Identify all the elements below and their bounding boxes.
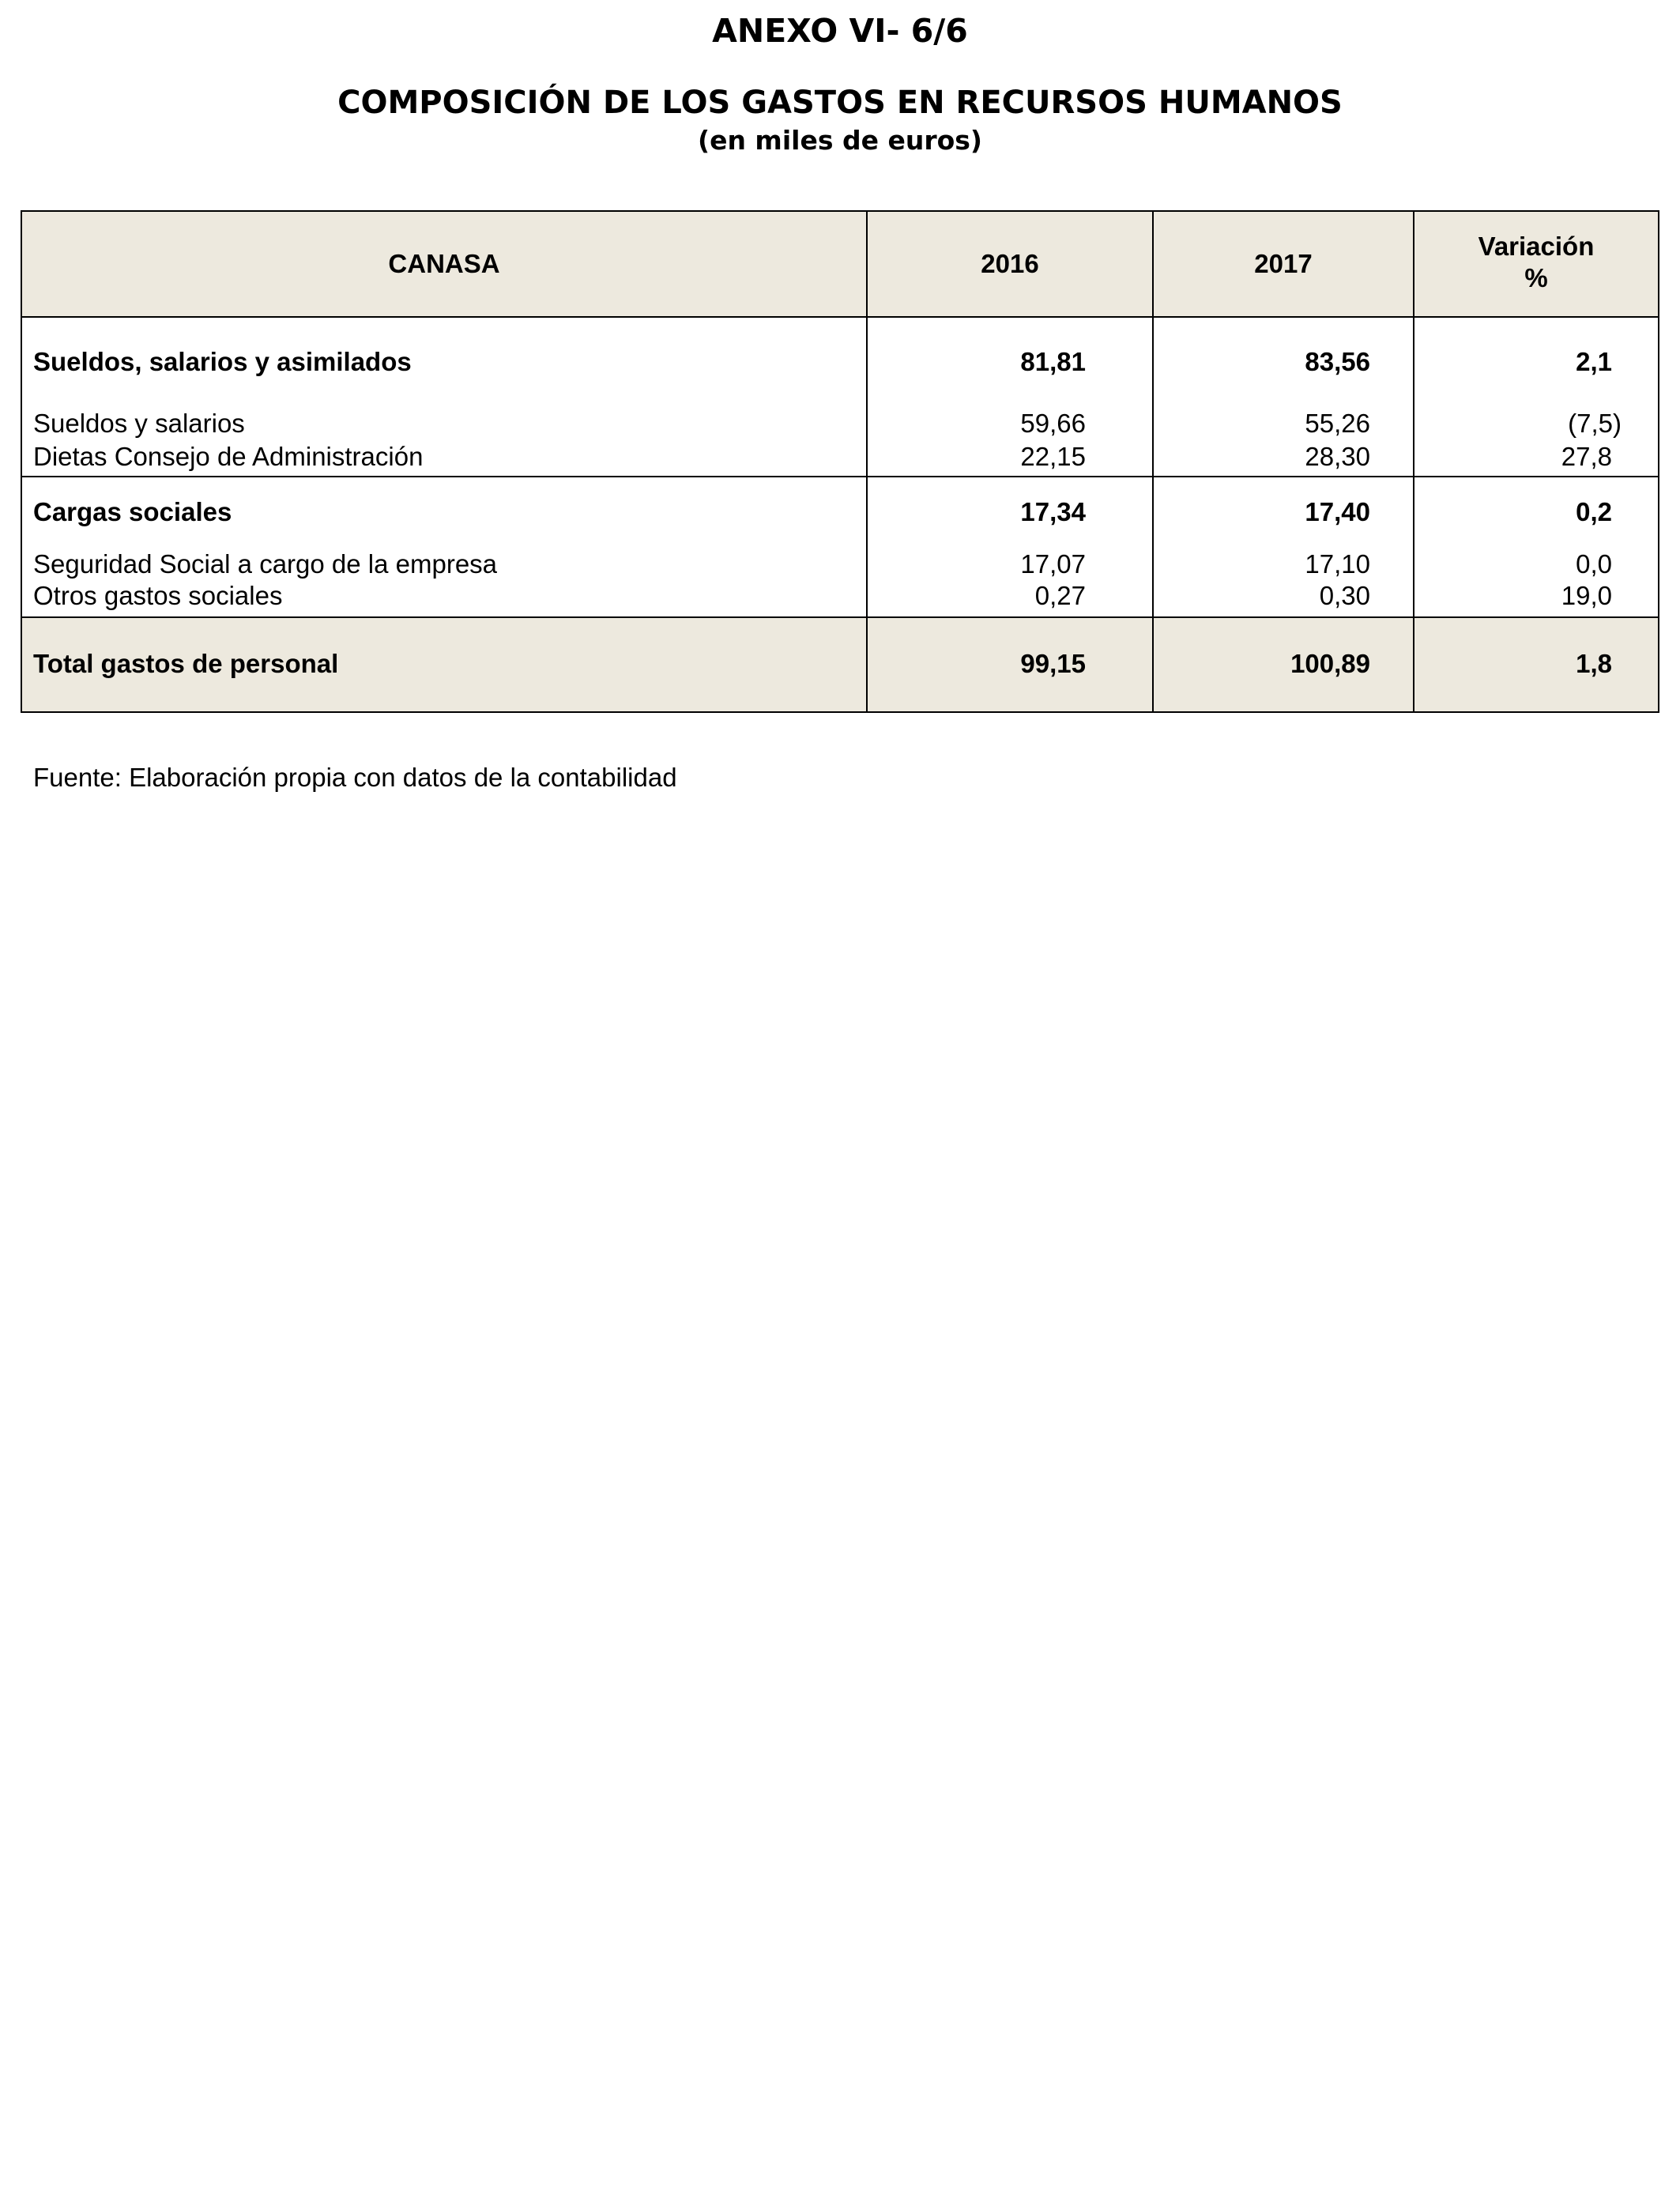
- row-variation: 27,8: [1561, 442, 1612, 471]
- row-value-2017: 55,26: [1305, 409, 1370, 438]
- total-value-2017: 100,89: [1290, 649, 1370, 678]
- row-value-2016: 0,27: [1034, 581, 1086, 610]
- header-year-2016: 2016: [981, 249, 1039, 278]
- row-value-2016: 17,07: [1020, 549, 1086, 579]
- row-value-2017: 0,30: [1319, 581, 1370, 610]
- total-variation: 1,8: [1576, 649, 1612, 678]
- header-year-2017: 2017: [1254, 249, 1313, 278]
- row-value-2017: 83,56: [1305, 347, 1370, 376]
- row-value-2017: 17,10: [1305, 549, 1370, 579]
- expenses-table: [21, 210, 1659, 713]
- row-value-2017: 28,30: [1305, 442, 1370, 471]
- row-variation: 19,0: [1561, 581, 1612, 610]
- row-label: Dietas Consejo de Administración: [33, 442, 424, 471]
- row-value-2016: 22,15: [1020, 442, 1086, 471]
- row-value-2016: 59,66: [1020, 409, 1086, 438]
- row-label: Seguridad Social a cargo de la empresa: [33, 549, 498, 579]
- row-variation: (7,5): [1568, 409, 1622, 438]
- row-label: Otros gastos sociales: [33, 581, 283, 610]
- row-variation: 0,0: [1576, 549, 1612, 579]
- row-label: Sueldos, salarios y asimilados: [33, 347, 412, 376]
- row-value-2016: 81,81: [1020, 347, 1086, 376]
- row-label: Sueldos y salarios: [33, 409, 245, 438]
- page-subtitle: (en miles de euros): [697, 125, 982, 156]
- row-label: Cargas sociales: [33, 497, 232, 526]
- row-variation: 0,2: [1576, 497, 1612, 526]
- row-variation: 2,1: [1576, 347, 1612, 376]
- annex-label: ANEXO VI- 6/6: [712, 12, 968, 50]
- row-value-2016: 17,34: [1020, 497, 1086, 526]
- header-entity: CANASA: [388, 249, 500, 278]
- source-note: Fuente: Elaboración propia con datos de la contabilidad: [33, 763, 677, 792]
- total-label: Total gastos de personal: [33, 649, 339, 678]
- total-value-2016: 99,15: [1020, 649, 1086, 678]
- page-title: COMPOSICIÓN DE LOS GASTOS EN RECURSOS HUMANOS: [337, 85, 1343, 121]
- header-variation: Variación: [1478, 232, 1595, 261]
- header-variation-unit: %: [1524, 263, 1548, 292]
- row-value-2017: 17,40: [1305, 497, 1370, 526]
